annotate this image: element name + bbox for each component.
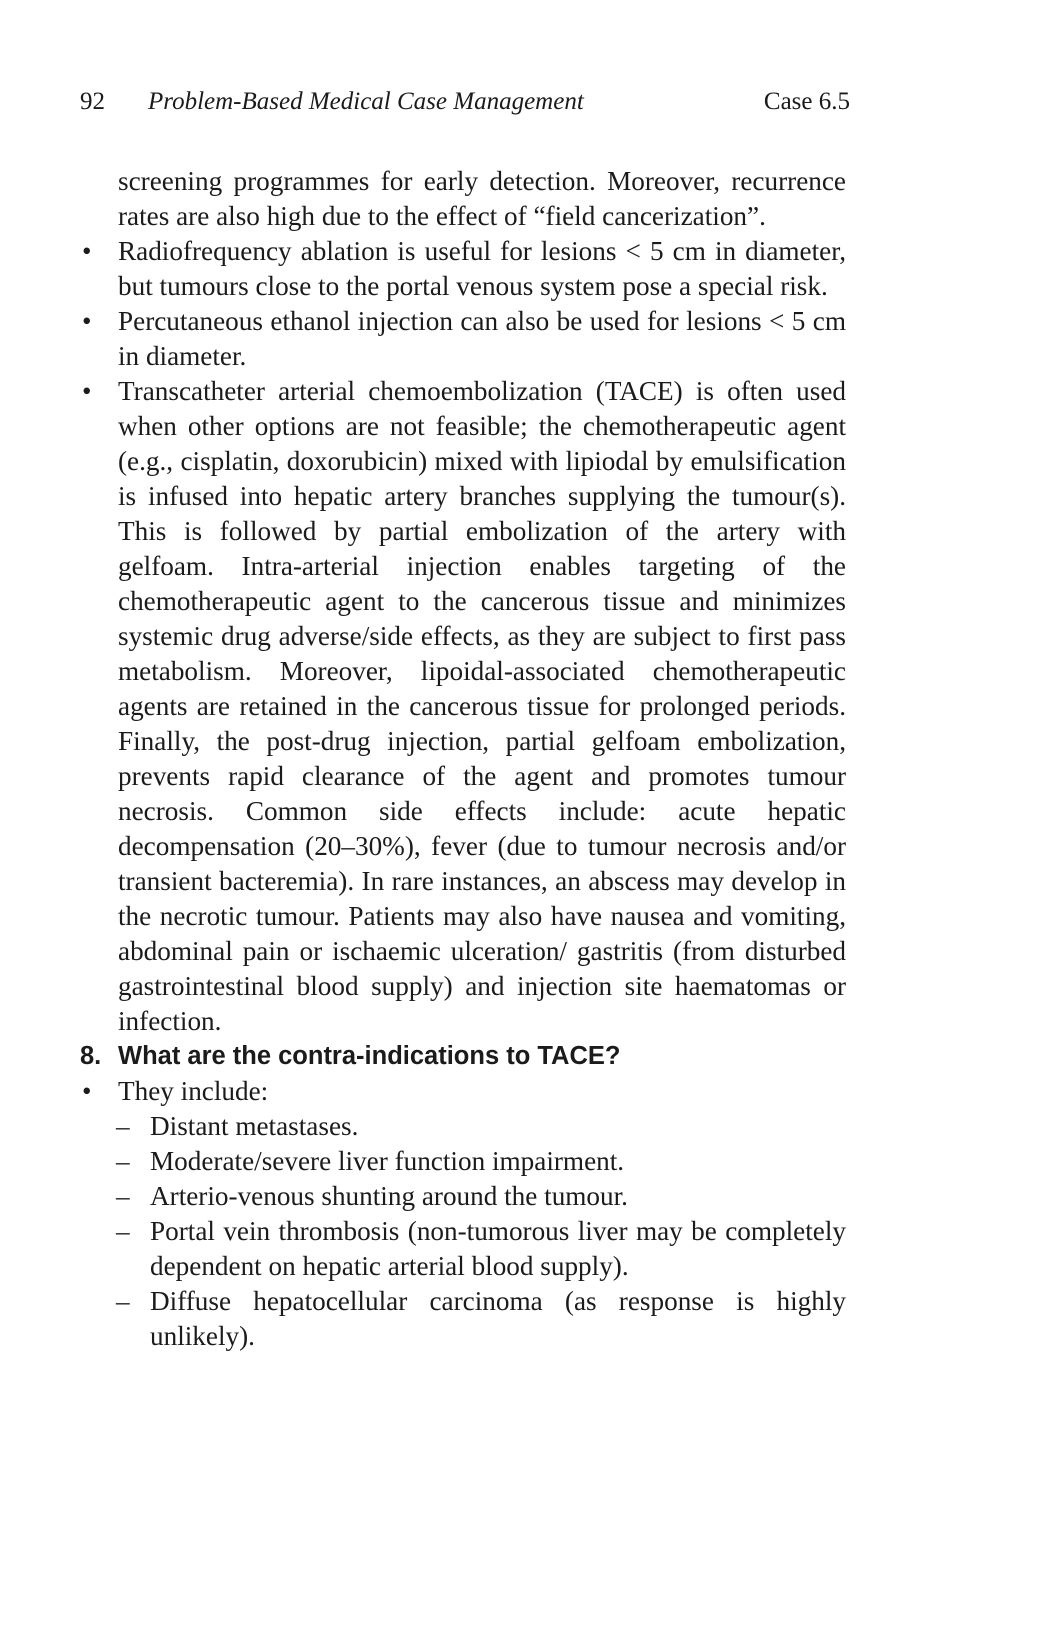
case-label: Case 6.5 [763, 88, 850, 115]
bullet-icon: • [82, 1076, 92, 1106]
question-text: What are the contra-indications to TACE? [118, 1042, 621, 1070]
dash-icon: – [116, 1146, 130, 1176]
body-text [80, 164, 846, 1354]
bullet-icon: • [82, 236, 92, 266]
running-head [80, 86, 850, 118]
dash-icon: – [116, 1111, 130, 1141]
continuation-paragraph: screening programmes for early detection. Moreover, recurrence rates are also high due to the effect of “field cancerization”. [118, 166, 846, 231]
list-item-text: Diffuse hepatocellular carcinoma (as response is highly unlikely). [150, 1286, 846, 1351]
list-item-av-shunting [80, 1179, 846, 1214]
question-number: 8. [80, 1042, 102, 1070]
bullet-item-answer-intro [80, 1074, 846, 1109]
bullet-text: Transcatheter arterial chemoembolization (TACE) is often used when other options are not feasible; the chemotherapeutic agent (e.g., cisplatin, doxorubicin) mixed with lipiodal by emulsification is infused into hepatic artery branches supplying the tumour(s). This is followed by partial embolization of the artery with gelfoam. Intra-arterial injection enables targeting of the chemotherapeutic agent to the cancerous tissue and minimizes systemic drug adverse/side effects, as they are subject to first pass metabolism. Moreover, lipoidal-associated chemotherapeutic agents are retained in the cancerous tissue for prolonged periods. Finally, the post-drug injection, partial gelfoam embolization, prevents rapid clearance of the agent and promotes tumour necrosis. Common side effects include: acute hepatic decompensation (20–30%), fever (due to tumour necrosis and/or transient bacteremia). In rare instances, an abscess may develop in the necrotic tumour. Patients may also have nausea and vomiting, abdominal pain or ischaemic ulceration/ gastritis (from disturbed gastrointestinal blood supply) and injection site haematomas or infection. [118, 376, 846, 1036]
list-item-liver-impairment [80, 1144, 846, 1179]
list-item-text: Distant metastases. [150, 1111, 359, 1141]
bullet-text: Percutaneous ethanol injection can also be used for lesions < 5 cm in diameter. [118, 306, 846, 371]
bullet-item-ethanol-injection [80, 304, 846, 374]
list-item-text: Portal vein thrombosis (non-tumorous liver may be completely dependent on hepatic arterial blood supply). [150, 1216, 846, 1281]
bullet-icon: • [82, 376, 92, 406]
list-item-text: Moderate/severe liver function impairment. [150, 1146, 625, 1176]
dash-icon: – [116, 1286, 130, 1316]
question-heading [80, 1039, 846, 1074]
bullet-icon: • [82, 306, 92, 336]
list-item-text: Arterio-venous shunting around the tumour. [150, 1181, 628, 1211]
page-number: 92 [80, 88, 105, 115]
book-title: Problem-Based Medical Case Management [148, 88, 584, 115]
bullet-item-radiofrequency-ablation [80, 234, 846, 304]
dash-icon: – [116, 1181, 130, 1211]
bullet-item-tace [80, 374, 846, 1039]
contraindication-list [80, 1109, 846, 1354]
bullet-text: Radiofrequency ablation is useful for lesions < 5 cm in diameter, but tumours close to the portal venous system pose a special risk. [118, 236, 846, 301]
list-item-distant-metastases [80, 1109, 846, 1144]
dash-icon: – [116, 1216, 130, 1246]
list-item-portal-vein-thrombosis [80, 1214, 846, 1284]
answer-intro-text: They include: [118, 1076, 269, 1106]
list-item-diffuse-hcc [80, 1284, 846, 1354]
